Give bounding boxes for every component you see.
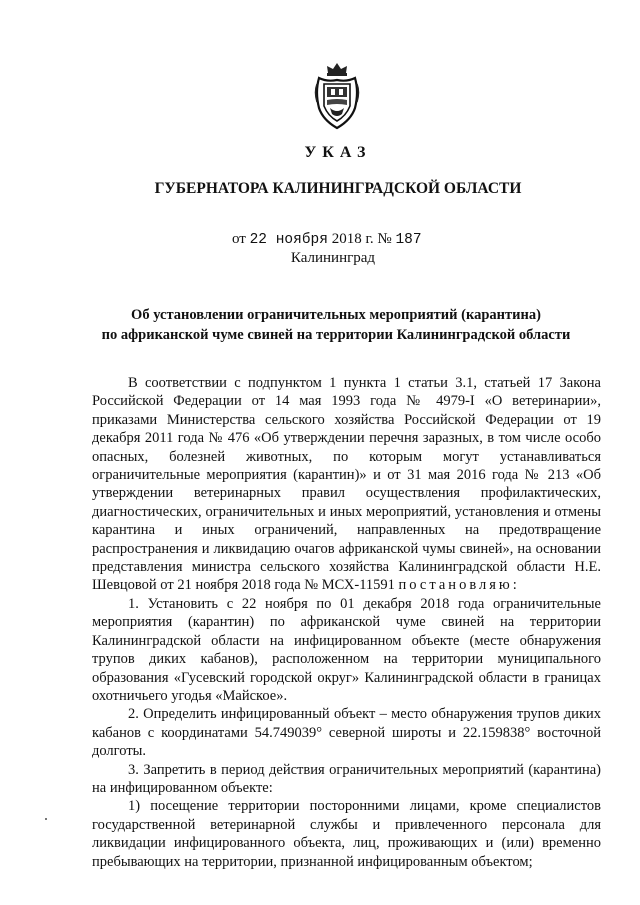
city-name: Калининград xyxy=(290,250,376,266)
coat-of-arms-icon xyxy=(313,62,361,130)
item-1: 1. Установить с 22 ноября по 01 декабря 2018 года ограничительные мероприятия (карантин) по африканской чуме свиней на территории Калининградской области на инфицированном объекте (месте обнаружения трупов диких кабанов), расположенном на территории муниципального образования «Гусевский городской округ» Калининградской области в границах охотничьего угодья «Майское». xyxy=(92,595,601,704)
date-year: 2018 г. xyxy=(331,231,374,247)
item-2: 2. Определить инфицированный объект – место обнаружения трупов диких кабанов с координатами 54.749039° северной широты и 22.159838° восточной долготы. xyxy=(92,706,601,760)
decree-word: постановляю: xyxy=(398,577,520,594)
preamble-text: В соответствии с подпунктом 1 пункта 1 статьи 3.1, статьей 17 Закона Российской Федерации от 14 мая 1993 года № 4979-I «О ветеринарии», приказами Министерства сельского хозяйства Российской Федерации от 19 декабря 2011 года № 476 «Об утверждении перечня заразных, в том числе особо опасных, болезней животных, по которым могут устанавливаться ограничительные мероприятия (карантин)» и от 31 мая 2016 года № 213 «Об утверждении ветеринарных правил осуществления профилактических, диагностических, ограничительных и иных мероприятий, установления и отмены карантина и иных ограничений, направленных на предотвращение распространения и ликвидацию очагов африканской чумы свиней», на основании представления министра сельского хозяйства Калининградской области Н.Е. Шевцовой от 21 ноября 2018 года № МСХ-11591 xyxy=(92,375,601,594)
subject-line-1: Об установлении ограничительных мероприятий (карантина) xyxy=(131,307,541,323)
subject-line-2: по африканской чуме свиней на территории Калининградской области xyxy=(101,327,571,343)
doc-type-title: УКАЗ xyxy=(304,144,372,161)
item-3-1: 1) посещение территории посторонними лицами, кроме специалистов государственной ветеринарной службы и привлеченного персонала для ликвидации инфицированного объекта, лиц, проживающих и (или) временно пребывающих на территории, признанной инфицированным объектом; xyxy=(92,798,601,870)
date-value: 22 ноября xyxy=(249,232,328,248)
number-sign: № xyxy=(377,231,392,247)
date-line xyxy=(232,231,422,248)
item-3: 3. Запретить в период действия ограничительных мероприятий (карантина) на инфицированном объекте: xyxy=(92,761,601,796)
decree-body xyxy=(92,374,601,871)
preamble-paragraph xyxy=(92,374,601,595)
date-prefix: от xyxy=(232,231,246,247)
decree-number: 187 xyxy=(395,232,422,248)
issuer-title: ГУБЕРНАТОРА КАЛИНИНГРАДСКОЙ ОБЛАСТИ xyxy=(154,180,522,197)
scan-speck xyxy=(45,818,47,820)
